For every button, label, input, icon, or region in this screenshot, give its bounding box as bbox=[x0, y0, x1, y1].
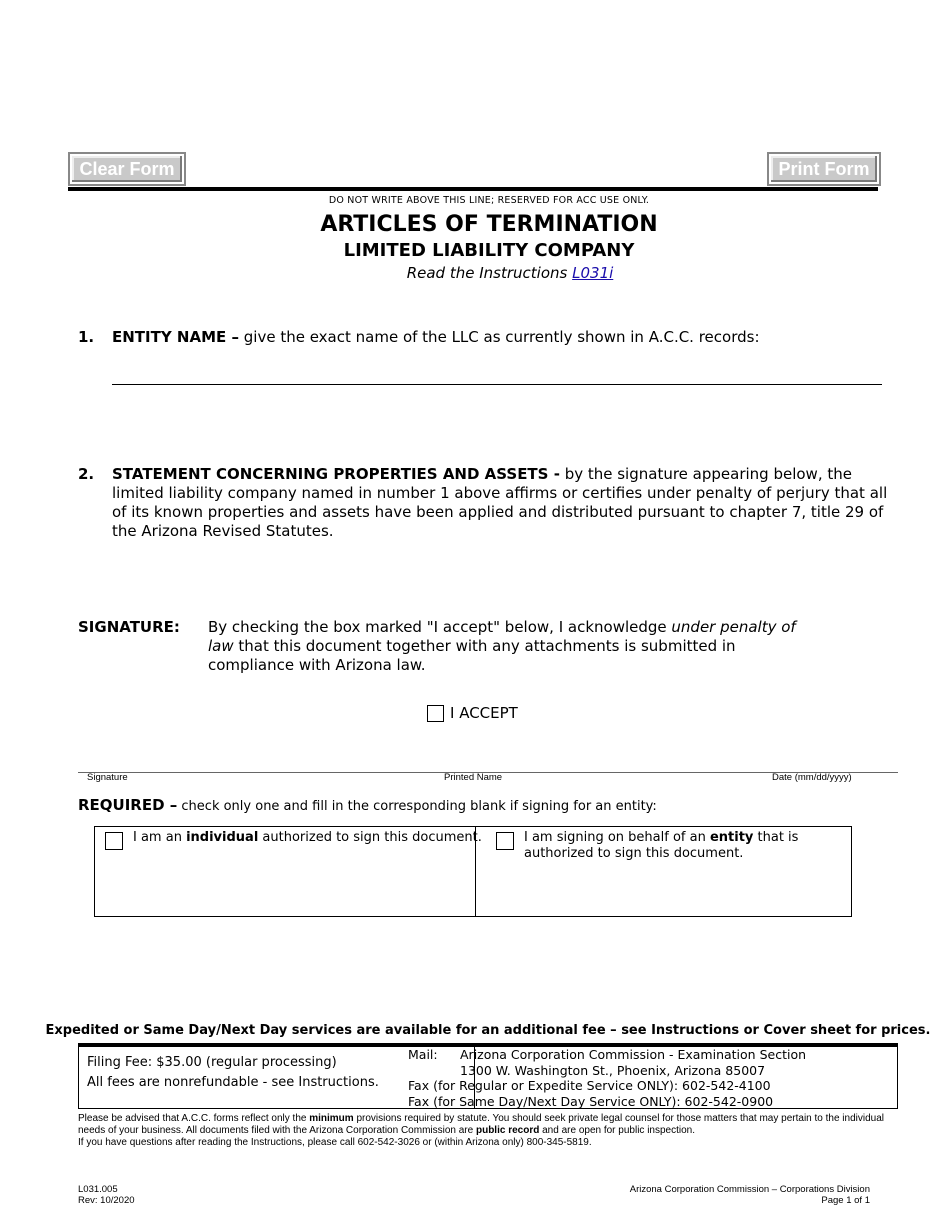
signature-text-italic: under penalty of law bbox=[208, 618, 796, 655]
section-2-text bbox=[112, 465, 902, 541]
disclaimer-bold-2: public record bbox=[475, 1124, 540, 1136]
required-instructions bbox=[78, 796, 657, 814]
entity-text-1: I am signing on behalf of an bbox=[524, 830, 710, 845]
reserved-notice: DO NOT WRITE ABOVE THIS LINE; RESERVED FOR ACC USE ONLY. bbox=[328, 195, 650, 206]
fee-info bbox=[87, 1053, 379, 1093]
footer-right bbox=[630, 1185, 870, 1206]
fax-regular: Fax (for Regular or Expedite Service ONLY): 602-542-4100 bbox=[408, 1078, 771, 1093]
individual-checkbox[interactable] bbox=[105, 832, 123, 850]
entity-text-2: that is authorized to sign this document. bbox=[524, 830, 799, 861]
division: Arizona Corporation Commission – Corporations Division bbox=[629, 1184, 870, 1195]
disclaimer-bold-1: minimum bbox=[309, 1113, 354, 1124]
signature-caption: Signature bbox=[87, 772, 128, 783]
individual-text-bold: individual bbox=[186, 830, 259, 845]
form-code: L031.005 bbox=[78, 1184, 118, 1195]
printed-name-caption: Printed Name bbox=[444, 772, 503, 783]
fax-sameday: Fax (for Same Day/Next Day Service ONLY): 602-542-0900 bbox=[408, 1093, 774, 1109]
signer-type-table bbox=[94, 826, 852, 917]
individual-text-1: I am an bbox=[133, 830, 187, 845]
section-2-body: by the signature appearing below, the limited liability company named in number 1 above affirms or certifies under penalty of perjury that all of its known properties and assets have been applied and distributed pursuant to chapter 7, title 29 of the Arizona Revised Statutes. bbox=[112, 465, 888, 540]
filing-fee: Filing Fee: $35.00 (regular processing) bbox=[87, 1055, 337, 1070]
read-instructions-text: Read the Instructions bbox=[406, 264, 568, 282]
disclaimer-p2: If you have questions after reading the Instructions, please call 602-542-3026 or (within Arizona only) 800-345-5819. bbox=[78, 1136, 592, 1148]
disclaimer bbox=[78, 1113, 898, 1148]
signature-label: SIGNATURE: bbox=[78, 618, 180, 636]
section-1-text bbox=[112, 328, 912, 347]
mailing-info bbox=[408, 1047, 806, 1109]
print-form-button[interactable]: Print Form bbox=[769, 154, 879, 184]
disclaimer-p1 bbox=[78, 1113, 898, 1137]
individual-text-2: authorized to sign this document. bbox=[258, 830, 482, 845]
section-1-number: 1. bbox=[78, 328, 95, 346]
page-number: Page 1 of 1 bbox=[821, 1194, 870, 1206]
nonrefundable-note: All fees are nonrefundable - see Instructions. bbox=[87, 1075, 379, 1090]
entity-name-field[interactable] bbox=[112, 384, 882, 386]
reserved-divider bbox=[68, 187, 878, 191]
accept-checkbox[interactable] bbox=[427, 705, 444, 722]
individual-option[interactable] bbox=[105, 830, 498, 846]
mail-address-2: 1300 W. Washington St., Phoenix, Arizona 85007 bbox=[460, 1062, 766, 1078]
section-2-heading: STATEMENT CONCERNING PROPERTIES AND ASSETS - bbox=[112, 465, 560, 483]
section-1-body: give the exact name of the LLC as currently shown in A.C.C. records: bbox=[239, 328, 760, 346]
accept-label: I ACCEPT bbox=[450, 704, 518, 722]
signature-text-1: By checking the box marked "I accept" below, I acknowledge bbox=[208, 618, 672, 636]
section-2-number: 2. bbox=[78, 465, 95, 483]
expedited-notice: Expedited or Same Day/Next Day services are available for an additional fee – see Instructions or Cover sheet for prices. bbox=[45, 1023, 931, 1038]
date-caption: Date (mm/dd/yyyy) bbox=[772, 772, 852, 783]
signature-statement bbox=[208, 618, 808, 675]
section-1-heading: ENTITY NAME – bbox=[112, 328, 239, 346]
disclaimer-text-1: Please be advised that A.C.C. forms reflect only the bbox=[78, 1113, 310, 1124]
signature-text-2: that this document together with any attachments is submitted in compliance with Arizona law. bbox=[208, 637, 736, 674]
required-heading: REQUIRED – bbox=[78, 796, 178, 814]
entity-option[interactable] bbox=[496, 830, 824, 862]
entity-text-bold: entity bbox=[709, 830, 754, 845]
revision: Rev: 10/2020 bbox=[78, 1194, 135, 1206]
entity-checkbox[interactable] bbox=[496, 832, 514, 850]
form-subtitle: LIMITED LIABILITY COMPANY bbox=[343, 240, 635, 261]
mail-label: Mail: bbox=[408, 1047, 438, 1062]
form-title: ARTICLES OF TERMINATION bbox=[320, 212, 658, 237]
clear-form-button[interactable]: Clear Form bbox=[70, 154, 184, 184]
accept-checkbox-row[interactable] bbox=[427, 704, 518, 722]
mail-address-1: Arizona Corporation Commission - Examination Section bbox=[460, 1047, 807, 1062]
read-instructions bbox=[0, 264, 950, 282]
required-text: check only one and fill in the corresponding blank if signing for an entity: bbox=[177, 799, 657, 814]
disclaimer-text-3: and are open for public inspection. bbox=[539, 1124, 696, 1136]
disclaimer-text-2: provisions required by statute. You should seek private legal counsel for those matters that may pertain to the individual needs of your business. All documents filed with the Arizona Corporation Commission are bbox=[78, 1113, 884, 1136]
footer-left bbox=[78, 1185, 135, 1206]
instructions-link[interactable]: L031i bbox=[572, 264, 614, 282]
